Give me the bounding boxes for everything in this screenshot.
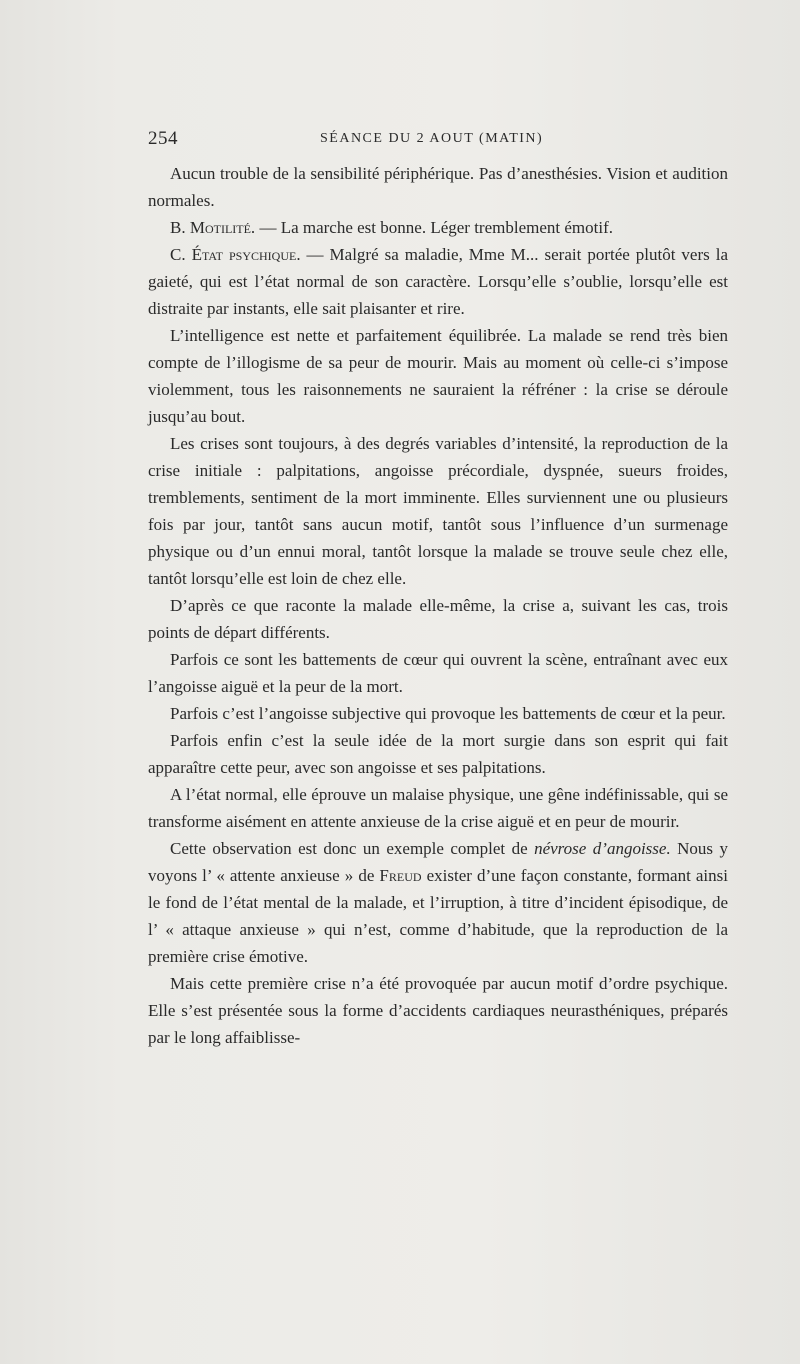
paragraph-text: Nous y voyons l’ « attente anxieuse » de <box>148 839 728 885</box>
paragraph: Mais cette première crise n’a été provoquée par aucun motif d’ordre psychique. Elle s’est présentée sous la forme d’accidents cardiaques neurasthéniques, préparés par le long affaiblisse- <box>148 974 728 1047</box>
paragraph-text: exister d’une façon constante, formant ainsi le fond de l’état mental de la malade, et l’irruption, à titre d’incident épisodique, de l’ « attaque anxieuse » qui n’est, comme d’habitude, que la reproduction de la première crise émotive. <box>148 866 728 966</box>
italic-term: névrose d’angoisse. <box>534 839 671 858</box>
body-text <box>148 160 728 1051</box>
paragraph: D’après ce que raconte la malade elle-même, la crise a, suivant les cas, trois points de départ différents. <box>148 596 728 642</box>
paragraph: L’intelligence est nette et parfaitement équilibrée. La malade se rend très bien compte de l’illogisme de sa peur de mourir. Mais au moment où celle-ci s’impose violemment, tous les raisonnements ne sauraient la réfréner : la crise se déroule jusqu’au bout. <box>148 326 728 426</box>
paragraph <box>148 835 728 970</box>
page-header <box>148 128 728 152</box>
section-label: B. Motilité. <box>170 218 256 237</box>
paragraph-text: — Malgré sa maladie, Mme M... serait portée plutôt vers la gaieté, qui est l’état normal de son caractère. Lorsqu’elle s’oublie, lorsqu’elle est distraite par instants, elle sait plaisanter et rire. <box>148 245 728 318</box>
paragraph: Parfois enfin c’est la seule idée de la mort surgie dans son esprit qui fait apparaître cette peur, avec son angoisse et ses palpitations. <box>148 731 728 777</box>
section-label: C. État psychique. <box>170 245 301 264</box>
paragraph-text: — La marche est bonne. Léger tremblement émotif. <box>255 218 613 237</box>
paragraph: A l’état normal, elle éprouve un malaise physique, une gêne indéfinissable, qui se transforme aisément en attente anxieuse de la crise aiguë et en peur de mourir. <box>148 785 728 831</box>
paragraph: Les crises sont toujours, à des degrés variables d’intensité, la reproduction de la crise initiale : palpitations, angoisse précordiale, dyspnée, sueurs froides, tremblements, sentiment de la mort imminente. Elles surviennent une ou plusieurs fois par jour, tantôt sans aucun motif, tantôt sous l’influence d’un surmenage physique ou d’un ennui moral, tantôt lorsque la malade se trouve seule chez elle, tantôt lorsqu’elle est loin de chez elle. <box>148 434 728 588</box>
running-head: SÉANCE DU 2 AOUT (MATIN) <box>320 131 544 146</box>
paragraph-text: Cette observation est donc un exemple complet de <box>170 839 535 858</box>
paragraph: Parfois c’est l’angoisse subjective qui provoque les battements de cœur et la peur. <box>170 704 726 723</box>
paragraph <box>148 241 728 322</box>
paragraph: Aucun trouble de la sensibilité périphérique. Pas d’anesthésies. Vision et audition normales. <box>148 164 728 210</box>
page-number: 254 <box>148 128 178 149</box>
paragraph: Parfois ce sont les battements de cœur qui ouvrent la scène, entraînant avec eux l’angoisse aiguë et la peur de la mort. <box>148 650 728 696</box>
author-name: Freud <box>379 866 422 885</box>
paragraph <box>148 214 728 241</box>
